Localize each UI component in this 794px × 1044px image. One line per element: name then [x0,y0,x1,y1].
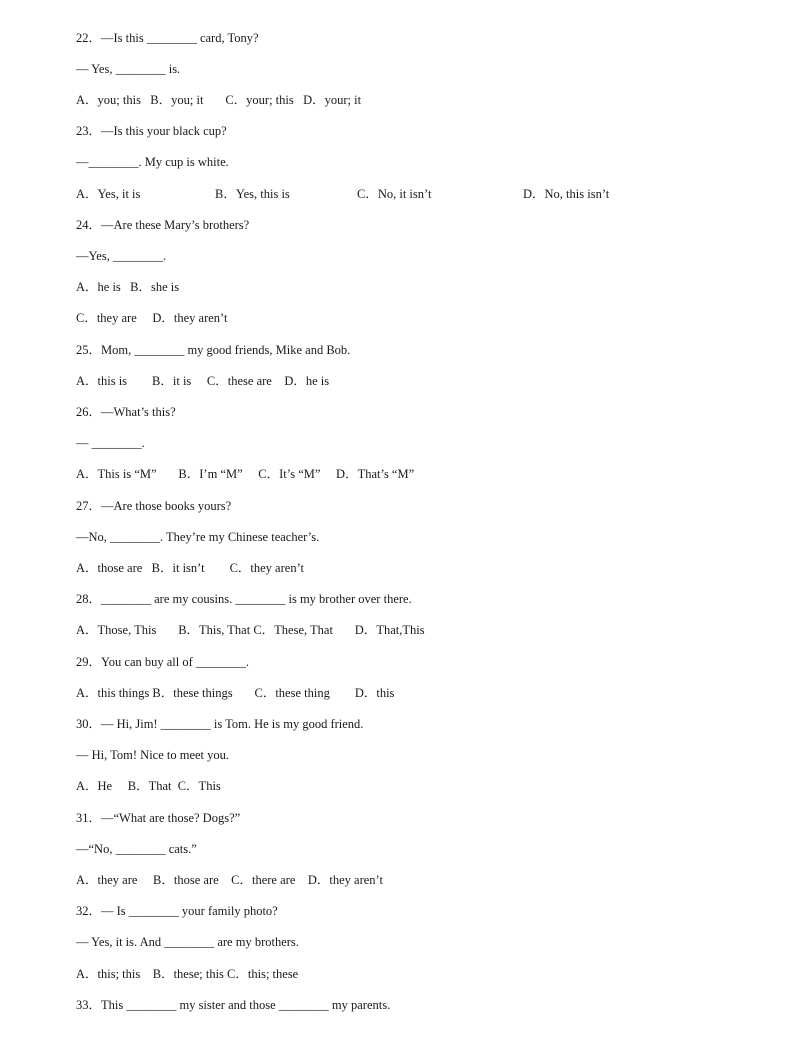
question-25: 25．Mom, ________ my good friends, Mike and Bob. [76,343,351,357]
question-24-answer: —Yes, ________. [76,249,167,263]
question-24-options-row-1: A．he is B．she is [76,280,180,294]
question-30: 30．— Hi, Jim! ________ is Tom. He is my good friend. [76,717,364,731]
question-33: 33．This ________ my sister and those ________ my parents. [76,998,391,1012]
question-27-options: A．those are B．it isn’t C．they aren’t [76,561,304,575]
question-25-options: A．this is B．it is C．these are D．he is [76,374,330,388]
question-27: 27．—Are those books yours? [76,499,232,513]
question-31-options: A．they are B．those are C．there are D．they aren’t [76,873,383,887]
question-23-option-a: A．Yes, it is [76,187,141,201]
question-26: 26．—What’s this? [76,405,176,419]
question-24: 24．—Are these Mary’s brothers? [76,218,250,232]
question-29: 29．You can buy all of ________. [76,655,250,669]
question-30-options: A．He B．That C．This [76,779,221,793]
question-23-option-d: D．No, this isn’t [523,187,610,201]
question-23-option-b: B．Yes, this is [215,187,290,201]
question-28-options: A．Those, This B．This, That C．These, That D．That,This [76,623,425,637]
question-23-options [76,186,696,202]
question-23: 23．—Is this your black cup? [76,124,227,138]
question-31-answer: —“No, ________ cats.” [76,842,197,856]
question-23-answer: —________. My cup is white. [76,155,229,169]
question-28: 28．________ are my cousins. ________ is my brother over there. [76,592,412,606]
question-22-options: A．you; this B．you; it C．your; this D．your; it [76,93,362,107]
question-24-options-row-2: C．they are D．they aren’t [76,311,228,325]
question-32-options: A．this; this B．these; this C．this; these [76,967,299,981]
question-22-answer: — Yes, ________ is. [76,62,181,76]
question-29-options: A．this things B．these things C．these thing D．this [76,686,395,700]
question-32-answer: — Yes, it is. And ________ are my brothers. [76,935,299,949]
question-31: 31．—“What are those? Dogs?” [76,811,241,825]
question-27-answer: —No, ________. They’re my Chinese teacher’s. [76,530,320,544]
question-32: 32．— Is ________ your family photo? [76,904,278,918]
question-26-options: A．This is “M” B．I’m “M” C．It’s “M” D．That’s “M” [76,467,415,481]
question-22: 22．—Is this ________ card, Tony? [76,31,259,45]
question-30-answer: — Hi, Tom! Nice to meet you. [76,748,230,762]
question-23-option-c: C．No, it isn’t [357,187,432,201]
question-26-answer: — ________. [76,436,145,450]
